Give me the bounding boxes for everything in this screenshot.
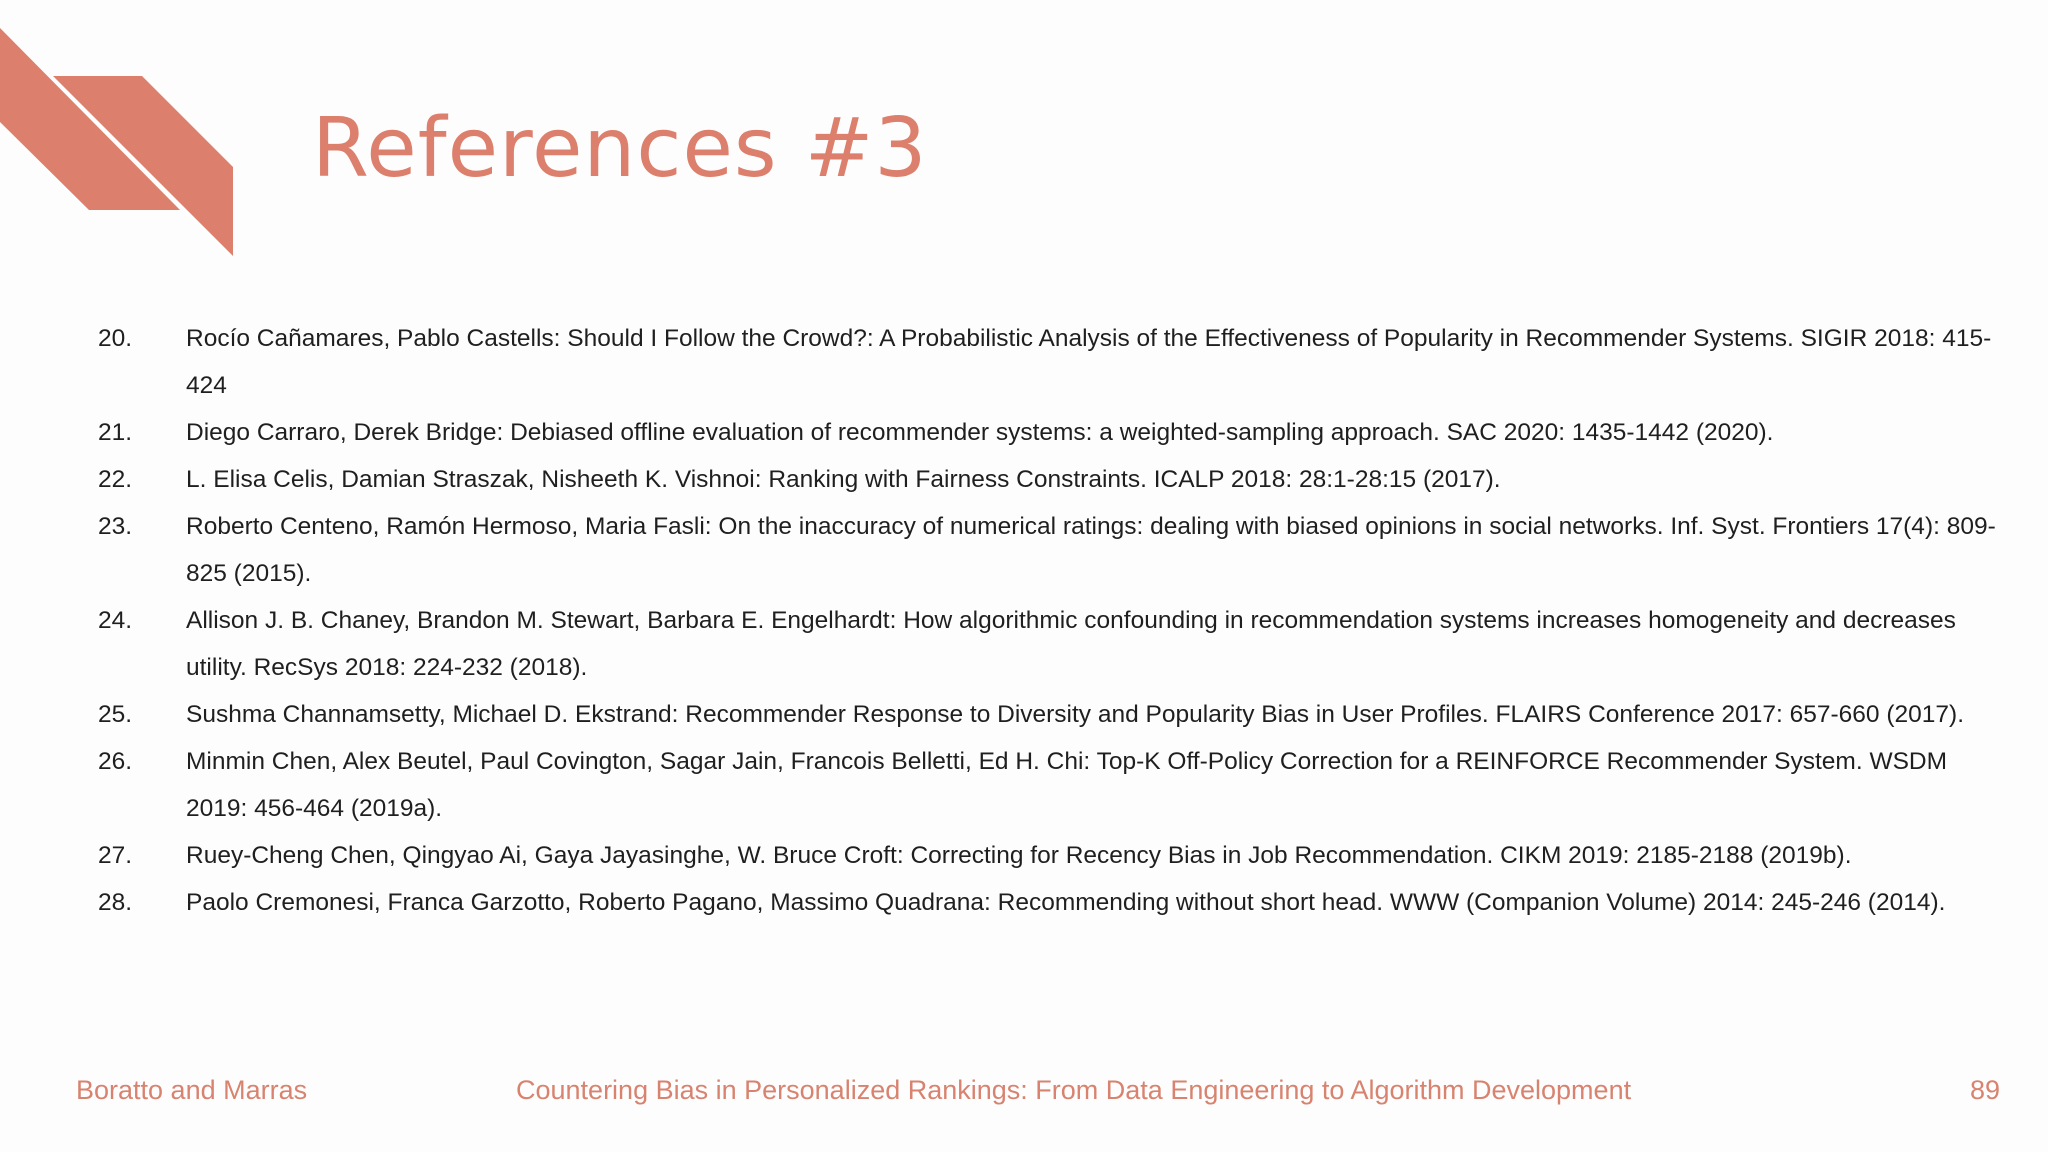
reference-item: [98, 832, 2003, 879]
reference-number: 25.: [98, 701, 133, 728]
reference-number: 20.: [98, 325, 133, 352]
reference-text: Allison J. B. Chaney, Brandon M. Stewart, Barbara E. Engelhardt: How algorithmic confounding in recommendation systems increases homogeneity and decreases utility. RecSys 2018: 224-232 (2018).: [186, 607, 1956, 681]
reference-text: Roberto Centeno, Ramón Hermoso, Maria Fasli: On the inaccuracy of numerical ratings: dealing with biased opinions in social networks. Inf. Syst. Frontiers 17(4): 809-825 (2015).: [186, 513, 1996, 587]
reference-number: 24.: [98, 607, 133, 634]
reference-text: Sushma Channamsetty, Michael D. Ekstrand: Recommender Response to Diversity and Popularity Bias in User Profiles. FLAIRS Conference 2017: 657-660 (2017).: [186, 701, 1964, 728]
slide-title: References #3: [312, 101, 928, 196]
reference-item: [98, 738, 2003, 832]
reference-text: Rocío Cañamares, Pablo Castells: Should I Follow the Crowd?: A Probabilistic Analysis of the Effectiveness of Popularity in Recommender Systems. SIGIR 2018: 415-424: [186, 325, 1992, 399]
decorative-chevron-icon: [0, 0, 240, 260]
reference-list: [98, 315, 2003, 926]
page-number: 89: [1969, 1075, 2000, 1105]
reference-number: 28.: [98, 889, 133, 916]
footer-talk-title: Countering Bias in Personalized Rankings: From Data Engineering to Algorithm Development: [516, 1075, 1632, 1105]
reference-number: 22.: [98, 466, 133, 493]
reference-text: Paolo Cremonesi, Franca Garzotto, Roberto Pagano, Massimo Quadrana: Recommending without short head. WWW (Companion Volume) 2014: 245-246 (2014).: [186, 889, 1946, 916]
reference-number: 21.: [98, 419, 133, 446]
reference-item: [98, 691, 2003, 738]
footer-authors: Boratto and Marras: [76, 1075, 308, 1105]
reference-number: 26.: [98, 748, 133, 775]
reference-item: [98, 315, 2003, 409]
reference-item: [98, 503, 2003, 597]
reference-text: Minmin Chen, Alex Beutel, Paul Covington, Sagar Jain, Francois Belletti, Ed H. Chi: Top-K Off-Policy Correction for a REINFORCE Recommender System. WSDM 2019: 456-464 (2019a).: [186, 748, 1948, 822]
reference-text: Diego Carraro, Derek Bridge: Debiased offline evaluation of recommender systems: a weighted-sampling approach. SAC 2020: 1435-1442 (2020).: [186, 419, 1774, 446]
reference-item: [98, 879, 2003, 926]
reference-item: [98, 456, 2003, 503]
reference-text: L. Elisa Celis, Damian Straszak, Nisheeth K. Vishnoi: Ranking with Fairness Constraints. ICALP 2018: 28:1-28:15 (2017).: [186, 466, 1501, 493]
reference-item: [98, 409, 2003, 456]
reference-number: 27.: [98, 842, 133, 869]
reference-text: Ruey-Cheng Chen, Qingyao Ai, Gaya Jayasinghe, W. Bruce Croft: Correcting for Recency Bias in Job Recommendation. CIKM 2019: 2185-2188 (2019b).: [186, 842, 1852, 869]
reference-item: [98, 597, 2003, 691]
reference-number: 23.: [98, 513, 133, 540]
